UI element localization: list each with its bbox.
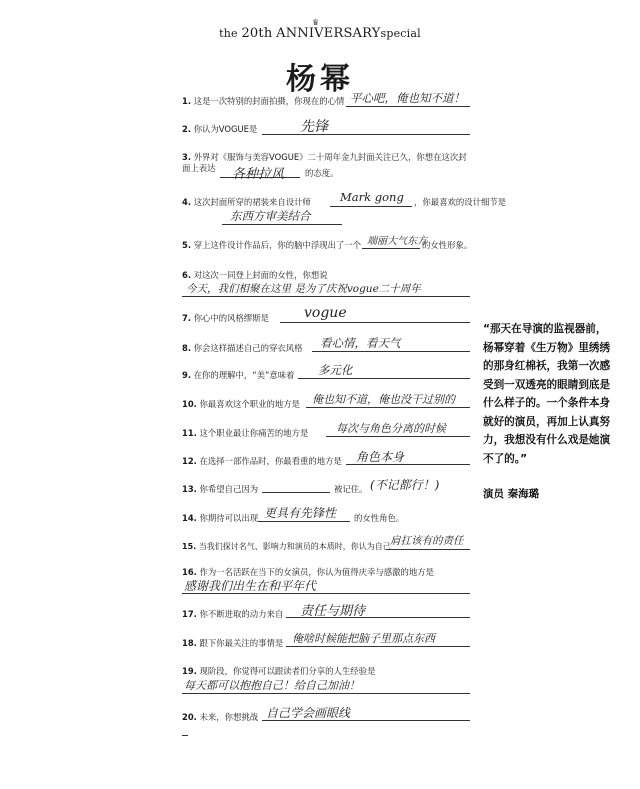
question-number: 16. xyxy=(182,567,197,577)
question-number: 17. xyxy=(182,609,197,619)
question-1 xyxy=(182,96,344,107)
question-12 xyxy=(182,456,342,467)
question-19 xyxy=(182,666,375,677)
answer-5: 端丽大气东方 xyxy=(367,236,427,247)
question-number: 18. xyxy=(182,638,197,648)
question-number: 6. xyxy=(182,270,192,280)
question-number: 19. xyxy=(182,666,197,676)
answer-14: 更具有先锋性 xyxy=(264,506,337,520)
question-number: 4. xyxy=(182,197,192,207)
question-11 xyxy=(182,428,308,439)
question-number: 3. xyxy=(182,152,192,162)
answer-line xyxy=(286,617,470,618)
answer-line xyxy=(286,646,470,647)
question-number: 9. xyxy=(182,370,192,380)
answer-16: 感谢我们出生在和平年代 xyxy=(184,579,317,593)
question-number: 20. xyxy=(182,712,197,722)
question-14-after: 的女性角色。 xyxy=(354,513,405,523)
answer-3: 各种拉风 xyxy=(232,167,285,182)
question-7 xyxy=(182,313,269,324)
header-post: ANNIVERSARY xyxy=(276,26,381,41)
question-15 xyxy=(182,541,391,552)
answer-1: 平心吧，俺也知不道！ xyxy=(350,91,465,105)
question-text: 对这次一同登上封面的女性，你想说 xyxy=(193,270,328,280)
answer-line xyxy=(346,464,470,465)
question-13-after: 被记住。 xyxy=(334,484,368,494)
question-text: 你期待可以出现 xyxy=(199,513,259,523)
question-17 xyxy=(182,609,283,620)
answer-8: 看心情，看天气 xyxy=(320,336,401,350)
pull-quote: “那天在导演的监视器前，杨幂穿着《生万物》里绣绣的那身红棉袄，我第一次感受到一双透亮的眼睛到底是什么样子的。一个条件本身就好的演员，再加上认真努力，我想没有什么戏是她演不了的。” xyxy=(483,323,611,465)
answer-11: 每次与角色分离的时候 xyxy=(336,422,446,435)
question-2 xyxy=(182,124,257,135)
question-text: 作为一名活跃在当下的女演员，你认为值得庆幸与感激的地方是 xyxy=(199,567,435,577)
question-18 xyxy=(182,638,283,649)
question-text: 这是一次特别的封面拍摄，你现在的心情 xyxy=(193,96,345,106)
question-10 xyxy=(182,399,300,410)
question-text: 你希望自己因为 xyxy=(199,484,259,494)
question-number: 2. xyxy=(182,124,192,134)
answer-line xyxy=(306,407,470,408)
header-num: 20th xyxy=(241,26,273,41)
quote-credit: 演员 秦海璐 xyxy=(483,488,540,500)
header-suffix: special xyxy=(380,27,421,40)
question-20 xyxy=(182,712,258,723)
question-number: 8. xyxy=(182,343,192,353)
question-4 xyxy=(182,197,311,208)
question-number: 10. xyxy=(182,399,197,409)
answer-9: 多元化 xyxy=(318,363,353,377)
question-text: 你最喜欢这个职业的地方是 xyxy=(199,399,301,409)
answer-7: vogue xyxy=(304,305,347,321)
question-number: 13. xyxy=(182,484,197,494)
answer-2: 先锋 xyxy=(300,119,328,135)
answer-line xyxy=(182,296,470,297)
answer-12: 角色本身 xyxy=(356,450,405,464)
question-text: 在选择一部作品时，你最看重的地方是 xyxy=(199,456,342,466)
answer-4: Mark gong xyxy=(340,190,404,204)
answer-6: 今天，我们相聚在这里 是为了庆祝vogue二十周年 xyxy=(186,283,421,295)
question-text: 当我们探讨名气、影响力和演员的本质时，你认为自己 xyxy=(198,542,391,551)
question-5 xyxy=(182,240,361,251)
answer-line xyxy=(262,492,330,493)
page-title: 杨幂 xyxy=(286,62,354,97)
answer-line xyxy=(182,593,470,594)
anniversary-header xyxy=(0,18,640,41)
question-number: 14. xyxy=(182,513,197,523)
question-text: 你认为VOGUE是 xyxy=(193,124,258,134)
question-9 xyxy=(182,370,295,381)
question-text: 你不断进取的动力来自 xyxy=(199,609,284,619)
answer-4b: 东西方审美结合 xyxy=(230,209,311,223)
answer-19: 每天都可以抱抱自己！给自己加油！ xyxy=(184,679,360,692)
end-dash xyxy=(182,735,188,736)
question-number: 12. xyxy=(182,456,197,466)
answer-13: (不记都行！) xyxy=(370,478,440,492)
answer-line xyxy=(222,224,342,225)
answer-line xyxy=(182,693,470,694)
question-text: 跟下你最关注的事情是 xyxy=(199,638,284,648)
question-6 xyxy=(182,270,328,281)
question-number: 15. xyxy=(182,542,197,551)
question-number: 1. xyxy=(182,96,192,106)
question-text: 现阶段，你觉得可以跟读者们分享的人生经验是 xyxy=(199,666,376,676)
question-text: 未来，你想挑战 xyxy=(199,712,259,722)
question-3-after: 的态度。 xyxy=(305,168,339,178)
answer-line xyxy=(280,322,470,323)
answer-line xyxy=(346,106,470,107)
answer-15: 肩扛该有的责任 xyxy=(390,535,464,547)
answer-line xyxy=(312,351,470,352)
question-number: 5. xyxy=(182,240,192,250)
question-8 xyxy=(182,343,303,354)
answer-20: 自己学会画眼线 xyxy=(266,706,351,720)
answer-17: 责任与期待 xyxy=(300,604,366,619)
question-5-after: 的女性形象。 xyxy=(422,240,473,250)
answer-line xyxy=(220,177,300,178)
answer-line xyxy=(386,549,470,550)
question-13 xyxy=(182,484,258,495)
answer-line xyxy=(262,134,470,135)
crown-icon: ♛ xyxy=(312,18,320,27)
answer-line xyxy=(262,720,470,721)
question-text: 这个职业最让你痛苦的地方是 xyxy=(199,428,309,438)
answer-line xyxy=(326,436,470,437)
answer-line xyxy=(258,521,350,522)
question-text: 你心中的风格缪斯是 xyxy=(193,313,270,323)
header-pre: the xyxy=(219,27,238,40)
question-number: 11. xyxy=(182,428,197,438)
question-text: 你会这样描述自己的穿衣风格 xyxy=(193,343,303,353)
answer-10: 俺也知不道，俺也没干过别的 xyxy=(312,393,455,406)
question-number: 7. xyxy=(182,313,192,323)
question-14 xyxy=(182,513,258,524)
answer-18: 俺啥时候能把脑子里那点东西 xyxy=(292,632,435,645)
question-text: 在你的理解中，“美”意味着 xyxy=(193,370,295,380)
answer-line xyxy=(298,378,470,379)
answer-line xyxy=(362,248,420,249)
question-text: 这次封面所穿的裙装来自设计师 xyxy=(193,197,311,207)
question-text: 穿上这件设计作品后，你的脑中浮现出了一个 xyxy=(193,240,362,250)
answer-line xyxy=(330,206,412,207)
question-4-after: ，你最喜欢的设计细节是 xyxy=(414,197,507,207)
question-text: 外界对《服饰与美容VOGUE》二十周年金九封面关注已久，你想在这次封面上表达 xyxy=(182,152,467,173)
